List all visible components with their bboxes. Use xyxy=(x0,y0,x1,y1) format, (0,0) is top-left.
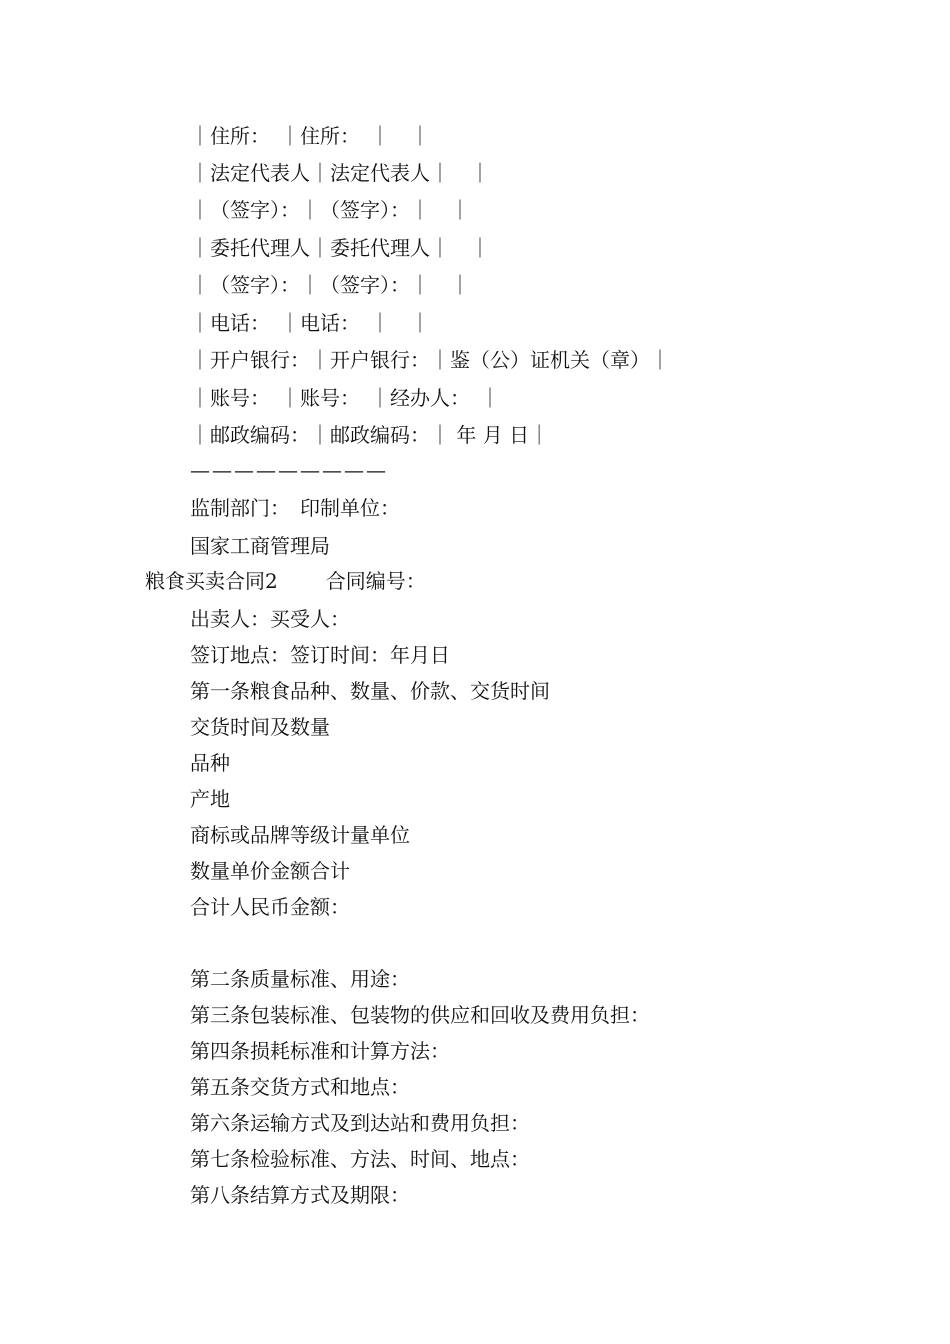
article-one-heading: 第一条粮食品种、数量、价款、交货时间 xyxy=(190,679,550,703)
total-rmb-line: 合计人民币金额： xyxy=(190,895,350,919)
table-row-address: ｜住所： ｜住所： ｜ ｜ xyxy=(190,124,430,148)
clause-3: 第三条包装标准、包装物的供应和回收及费用负担： xyxy=(190,1003,650,1027)
table-row-agent: ｜委托代理人｜委托代理人｜ ｜ xyxy=(190,236,490,260)
contract-title-line xyxy=(145,567,426,595)
brand-grade-unit-line: 商标或品牌等级计量单位 xyxy=(190,823,410,847)
table-row-account: ｜账号： ｜账号： ｜经办人： ｜ xyxy=(190,386,500,410)
contract-title: 粮食买卖合同2 xyxy=(145,569,278,593)
clause-5: 第五条交货方式和地点： xyxy=(190,1075,410,1099)
authority-line: 国家工商管理局 xyxy=(190,534,330,558)
quantity-price-amount-line: 数量单价金额合计 xyxy=(190,859,350,883)
table-row-bank: ｜开户银行：｜开户银行：｜鉴（公）证机关（章）｜ xyxy=(190,348,670,372)
clause-7: 第七条检验标准、方法、时间、地点： xyxy=(190,1147,530,1171)
clause-6: 第六条运输方式及到达站和费用负担： xyxy=(190,1111,530,1135)
clause-2: 第二条质量标准、用途： xyxy=(190,967,410,991)
parties-line: 出卖人：买受人： xyxy=(190,607,350,631)
clause-4: 第四条损耗标准和计算方法： xyxy=(190,1039,450,1063)
signing-place-time-line: 签订地点：签订时间：年月日 xyxy=(190,643,450,667)
clause-8: 第八条结算方式及期限： xyxy=(190,1183,410,1207)
table-row-phone: ｜电话： ｜电话： ｜ ｜ xyxy=(190,311,430,335)
table-row-postal-code: ｜邮政编码：｜邮政编码：｜ 年 月 日｜ xyxy=(190,423,550,447)
table-row-legal-rep: ｜法定代表人｜法定代表人｜ ｜ xyxy=(190,161,490,185)
delivery-time-quantity-line: 交货时间及数量 xyxy=(190,715,330,739)
variety-line: 品种 xyxy=(190,751,230,775)
table-row-agent-signature: ｜（签字）：｜（签字）：｜ ｜ xyxy=(190,273,470,297)
origin-line: 产地 xyxy=(190,787,230,811)
table-row-legal-rep-signature: ｜（签字）：｜（签字）：｜ ｜ xyxy=(190,198,470,222)
supervisor-line: 监制部门： 印制单位： xyxy=(190,496,400,520)
table-divider: ————————— xyxy=(190,458,388,482)
contract-number-label: 合同编号： xyxy=(325,569,426,593)
